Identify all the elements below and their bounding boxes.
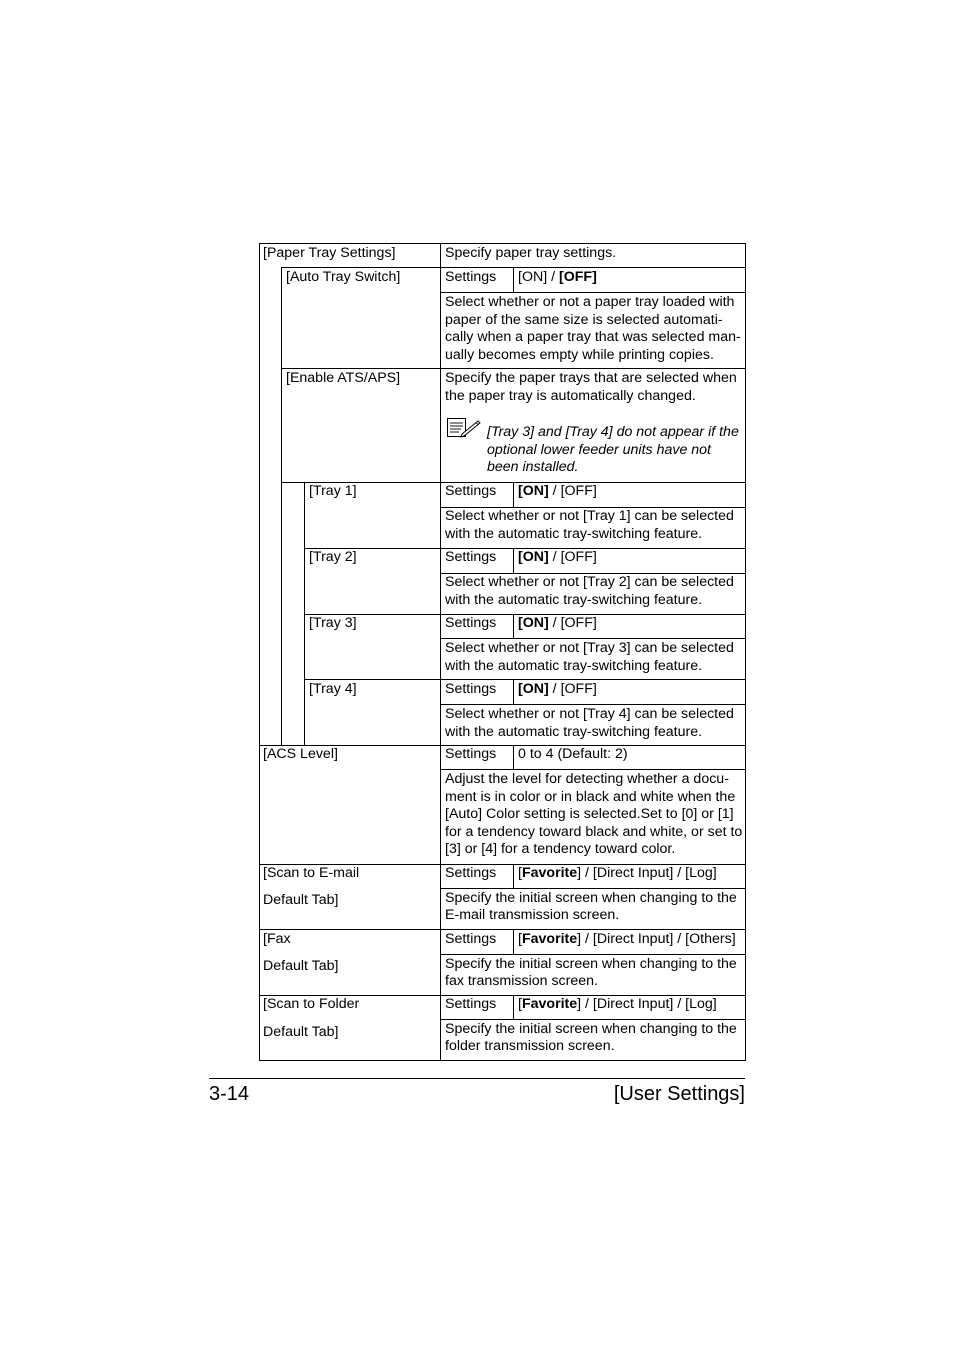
settings-label: Settings — [445, 865, 497, 881]
scan-email-tab-label-2: Default Tab] — [263, 892, 339, 908]
settings-divider — [513, 864, 514, 889]
acs-level-value: 0 to 4 (Default: 2) — [518, 746, 628, 762]
option-separator: / — [547, 269, 559, 285]
ats-note-line-2: optional lower feeder units have not — [487, 441, 711, 458]
enable-ats-aps-desc-2: the paper tray is automatically changed. — [445, 387, 696, 404]
ats-note-line-1: [Tray 3] and [Tray 4] do not appear if the — [487, 424, 739, 440]
option-on-default: [ON] — [518, 615, 549, 631]
tray-3-desc-2: with the automatic tray-switching feature. — [445, 657, 703, 674]
scan-email-tab-label-1: [Scan to E-mail — [263, 865, 360, 881]
scan-folder-tab-label-1: [Scan to Folder — [263, 996, 360, 1012]
tray-2-desc-1: Select whether or not [Tray 2] can be selected — [445, 574, 734, 590]
settings-label: Settings — [445, 996, 497, 1012]
table-border-right — [745, 243, 746, 1061]
settings-label: Settings — [445, 483, 497, 499]
scan-folder-tab-desc-2: folder transmission screen. — [445, 1038, 615, 1055]
paper-tray-settings-label: [Paper Tray Settings] — [263, 245, 396, 261]
tray-1-desc-2: with the automatic tray-switching feature. — [445, 525, 703, 542]
scan-email-tab-desc-2: E-mail transmission screen. — [445, 907, 620, 924]
auto-tray-switch-desc-3: cally when a paper tray that was selected man- — [445, 329, 741, 346]
acs-level-desc-3: [Auto] Color setting is selected.Set to [0] or [1] — [445, 806, 734, 823]
other-options: ] / [Direct Input] / [Others] — [577, 931, 736, 947]
fax-tab-value — [518, 931, 736, 949]
auto-tray-switch-desc-4: ually becomes empty while printing copies. — [445, 346, 714, 363]
row-line — [281, 368, 746, 369]
table-border-left — [259, 243, 260, 1061]
settings-label: Settings — [445, 269, 497, 285]
settings-divider — [513, 995, 514, 1020]
settings-label: Settings — [445, 931, 497, 947]
tray-4-desc-1: Select whether or not [Tray 4] can be selected — [445, 706, 734, 722]
row-line — [440, 292, 746, 293]
footer-rule — [209, 1078, 745, 1079]
bracket: [ — [518, 865, 522, 881]
tray-2-value — [518, 549, 597, 567]
fax-tab-desc-2: fax transmission screen. — [445, 973, 598, 990]
enable-ats-aps-desc-1: Specify the paper trays that are selected when — [445, 370, 737, 386]
note-pencil-icon — [446, 416, 482, 440]
settings-divider — [513, 548, 514, 573]
enable-ats-aps-label: [Enable ATS/APS] — [286, 370, 401, 386]
option-separator: / — [548, 615, 561, 631]
auto-tray-switch-value — [518, 269, 597, 287]
fax-tab-desc-1: Specify the initial screen when changing to the — [445, 955, 737, 972]
row-line — [304, 679, 746, 680]
option-on: [ON] — [518, 269, 548, 285]
settings-label: Settings — [445, 549, 497, 565]
scan-folder-tab-desc-1: Specify the initial screen when changing to the — [445, 1020, 737, 1037]
settings-divider — [513, 267, 514, 292]
tray-4-label: [Tray 4] — [309, 681, 357, 697]
row-line — [259, 243, 746, 244]
option-off-default: [OFF] — [559, 269, 597, 285]
option-separator: / — [548, 483, 561, 499]
bracket: [ — [518, 996, 522, 1012]
acs-level-desc-5: [3] or [4] for a tendency toward color. — [445, 841, 676, 858]
fax-tab-label-1: [Fax — [263, 931, 291, 947]
option-favorite-default: Favorite — [521, 865, 578, 881]
tray-3-label: [Tray 3] — [309, 615, 357, 631]
tray-1-label: [Tray 1] — [309, 483, 357, 499]
option-favorite-default: Favorite — [521, 996, 578, 1012]
option-off: [OFF] — [560, 549, 597, 565]
column-divider — [440, 243, 441, 1061]
scan-folder-tab-label-2: Default Tab] — [263, 1024, 339, 1040]
acs-level-label: [ACS Level] — [263, 746, 338, 762]
paper-tray-settings-desc: Specify paper tray settings. — [445, 245, 617, 261]
tray-2-label: [Tray 2] — [309, 549, 357, 565]
tray-3-value — [518, 615, 597, 633]
tray-1-value — [518, 483, 597, 501]
option-favorite-default: Favorite — [521, 931, 578, 947]
option-separator: / — [548, 549, 561, 565]
option-off: [OFF] — [560, 681, 597, 697]
settings-divider — [513, 482, 514, 507]
row-line — [440, 638, 746, 639]
option-on-default: [ON] — [518, 549, 549, 565]
settings-label: Settings — [445, 746, 497, 762]
scan-email-tab-value — [518, 865, 717, 883]
settings-divider — [513, 929, 514, 954]
settings-label: Settings — [445, 681, 497, 697]
other-options: ] / [Direct Input] / [Log] — [577, 996, 717, 1012]
page-number: 3-14 — [209, 1083, 250, 1105]
fax-tab-label-2: Default Tab] — [263, 958, 339, 974]
tray-2-desc-2: with the automatic tray-switching feature. — [445, 591, 703, 608]
auto-tray-switch-desc-2: paper of the same size is selected automati- — [445, 311, 723, 328]
option-on-default: [ON] — [518, 681, 549, 697]
acs-level-desc-2: ment is in color or in black and white when the — [445, 788, 736, 805]
row-line — [259, 929, 746, 930]
auto-tray-switch-desc-1: Select whether or not a paper tray loaded with — [445, 294, 735, 310]
scan-folder-tab-value — [518, 996, 717, 1014]
option-separator: / — [548, 681, 561, 697]
section-title: [User Settings] — [613, 1083, 745, 1105]
tray-4-value — [518, 681, 597, 699]
acs-level-desc-4: for a tendency toward black and white, or set to — [445, 823, 743, 840]
tray-1-desc-1: Select whether or not [Tray 1] can be selected — [445, 508, 734, 524]
settings-divider — [513, 679, 514, 704]
auto-tray-switch-label: [Auto Tray Switch] — [286, 269, 401, 285]
row-line — [281, 267, 746, 268]
option-off: [OFF] — [560, 483, 597, 499]
settings-divider — [513, 745, 514, 770]
tray-4-desc-2: with the automatic tray-switching feature. — [445, 723, 703, 740]
acs-level-desc-1: Adjust the level for detecting whether a docu- — [445, 771, 729, 787]
settings-label: Settings — [445, 615, 497, 631]
settings-divider — [513, 614, 514, 639]
ats-note-line-3: been installed. — [487, 459, 579, 476]
tray-3-desc-1: Select whether or not [Tray 3] can be selected — [445, 640, 734, 656]
option-on-default: [ON] — [518, 483, 549, 499]
option-off: [OFF] — [560, 615, 597, 631]
row-line — [440, 704, 746, 705]
row-line — [259, 1060, 746, 1061]
bracket: [ — [518, 931, 522, 947]
indent-line-1 — [281, 267, 282, 745]
other-options: ] / [Direct Input] / [Log] — [577, 865, 717, 881]
scan-email-tab-desc-1: Specify the initial screen when changing to the — [445, 889, 737, 906]
row-line — [440, 769, 746, 770]
